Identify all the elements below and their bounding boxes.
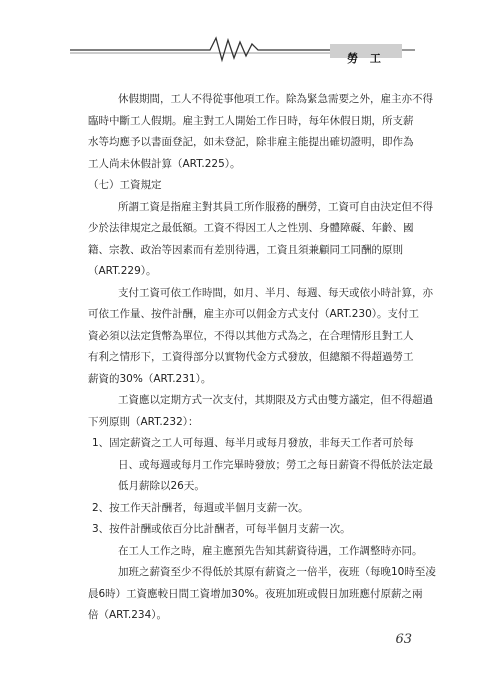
text-line: 工資應以定期方式一次支付，其期限及方式由雙方議定，但不得超過 xyxy=(118,394,433,406)
text-line: 晨6時）工資應較日間工資增加30%。夜班加班或假日加班應付原薪之兩 xyxy=(88,587,423,600)
text-line: 資必須以法定貨幣為單位，不得以其他方式為之，在合理情形且對工人 xyxy=(88,329,414,342)
text-line: 可依工作量、按件計酬，雇主亦可以佣金方式支付（ART.230）。支付工 xyxy=(88,308,420,320)
list-item: 1、固定薪資之工人可每週、每半月或每月發放，非每天工作者可於每 xyxy=(92,437,414,449)
list-item-continued: 日、或每週或每月工作完畢時發放；勞工之每日薪資不得低於法定最 xyxy=(118,458,433,471)
text-line: 在工人工作之時，雇主應預先告知其薪資待遇，工作調整時亦同。 xyxy=(118,544,423,557)
section-label: 勞 工 xyxy=(347,52,385,65)
section-heading: （七）工資規定 xyxy=(88,179,162,191)
text-line: 支付工資可依工作時間，如月、半月、每週、每天或依小時計算，亦 xyxy=(118,286,433,299)
list-item: 3、按件計酬或依百分比計酬者，可每半個月支薪一次。 xyxy=(92,523,351,535)
text-line: 水等均應予以書面登記，如未登記，除非雇主能提出確切證明，即作為 xyxy=(88,136,414,148)
text-line: 加班之薪資至少不得低於其原有薪資之一倍半，夜班（每晚10時至凌 xyxy=(118,566,436,578)
list-item: 2、按工作天計酬者，每週或半個月支薪一次。 xyxy=(92,501,309,514)
list-item-continued: 低月薪除以26天。 xyxy=(118,480,205,492)
text-line: 臨時中斷工人假期。雇主對工人開始工作日時，每年休假日期，所支薪 xyxy=(88,114,414,127)
text-line: 下列原則（ART.232）： xyxy=(88,415,199,428)
text-line: 倍（ART.234）。 xyxy=(88,609,168,621)
text-line: 有利之情形下，工資得部分以實物代金方式發放，但總額不得超過勞工 xyxy=(88,351,414,363)
page-header xyxy=(0,0,480,70)
text-line: 休假期間，工人不得從事他項工作。除為緊急需要之外，雇主亦不得 xyxy=(118,93,433,105)
text-line: （ART.229）。 xyxy=(88,265,157,277)
text-line: 籍、宗教、政治等因素而有差別待遇，工資且須兼顧同工同酬的原則 xyxy=(88,243,403,256)
page-number: 63 xyxy=(395,632,412,647)
text-line: 少於法律規定之最低額。工資不得因工人之性別、身體障礙、年齡、國 xyxy=(88,222,414,234)
text-line: 工人尚未休假計算（ART.225）。 xyxy=(88,157,241,170)
text-line: 所謂工資是指雇主對其員工所作服務的酬勞，工資可自由決定但不得 xyxy=(118,200,433,213)
heartbeat-line-icon xyxy=(0,0,480,70)
text-line: 薪資的30%（ART.231）。 xyxy=(88,372,212,385)
